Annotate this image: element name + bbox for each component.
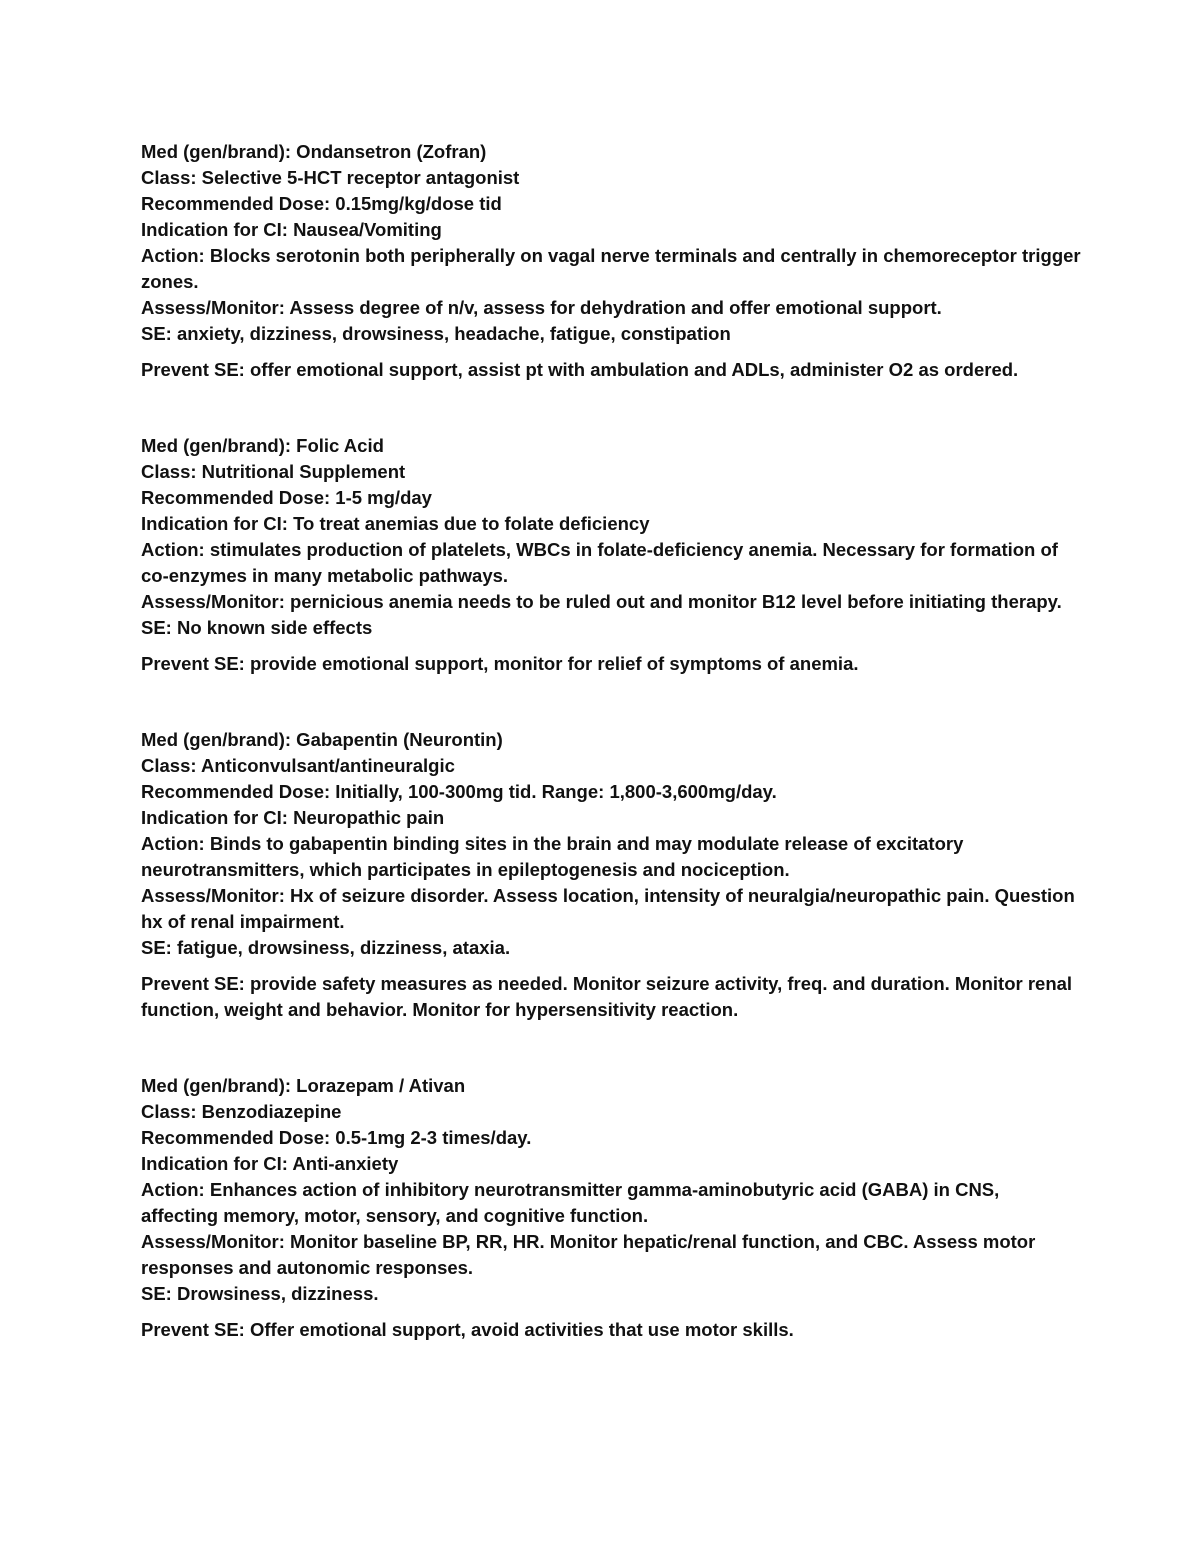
med-name: Med (gen/brand): Folic Acid bbox=[141, 435, 384, 456]
med-indication: Indication for CI: Anti-anxiety bbox=[141, 1153, 399, 1174]
med-indication: Indication for CI: Neuropathic pain bbox=[141, 807, 445, 828]
med-prevent-se: Prevent SE: Offer emotional support, avoid activities that use motor skills. bbox=[141, 1319, 794, 1340]
med-action: Action: Enhances action of inhibitory neurotransmitter gamma-aminobutyric acid (GABA) in CNS, affecting memory, motor, sensory, and cognitive function. bbox=[141, 1179, 1000, 1226]
med-name: Med (gen/brand): Gabapentin (Neurontin) bbox=[141, 729, 503, 750]
med-entry-ondansetron bbox=[141, 139, 1081, 383]
med-dose: Recommended Dose: 1-5 mg/day bbox=[141, 487, 432, 508]
med-action: Action: stimulates production of platelets, WBCs in folate-deficiency anemia. Necessary for formation of co-enzymes in many metabolic pathways. bbox=[141, 539, 1058, 586]
med-assess: Assess/Monitor: Hx of seizure disorder. Assess location, intensity of neuralgia/neuropathic pain. Question hx of renal impairment. bbox=[141, 885, 1075, 932]
med-class: Class: Anticonvulsant/antineuralgic bbox=[141, 755, 455, 776]
med-class: Class: Benzodiazepine bbox=[141, 1101, 342, 1122]
med-indication: Indication for CI: Nausea/Vomiting bbox=[141, 219, 442, 240]
med-class: Class: Nutritional Supplement bbox=[141, 461, 406, 482]
med-assess: Assess/Monitor: pernicious anemia needs to be ruled out and monitor B12 level before initiating therapy. bbox=[141, 591, 1062, 612]
med-name: Med (gen/brand): Lorazepam / Ativan bbox=[141, 1075, 466, 1096]
document-page bbox=[141, 139, 1081, 1393]
med-side-effects: SE: Drowsiness, dizziness. bbox=[141, 1283, 379, 1304]
med-action: Action: Blocks serotonin both peripherally on vagal nerve terminals and centrally in chemoreceptor trigger zones. bbox=[141, 245, 1081, 292]
med-class: Class: Selective 5-HCT receptor antagonist bbox=[141, 167, 520, 188]
med-name: Med (gen/brand): Ondansetron (Zofran) bbox=[141, 141, 487, 162]
med-entry-folic-acid bbox=[141, 433, 1081, 677]
med-prevent-se: Prevent SE: offer emotional support, assist pt with ambulation and ADLs, administer O2 as ordered. bbox=[141, 359, 1019, 380]
med-dose: Recommended Dose: Initially, 100-300mg tid. Range: 1,800-3,600mg/day. bbox=[141, 781, 777, 802]
med-entry-gabapentin bbox=[141, 727, 1081, 1023]
med-side-effects: SE: anxiety, dizziness, drowsiness, headache, fatigue, constipation bbox=[141, 323, 731, 344]
med-side-effects: SE: No known side effects bbox=[141, 617, 373, 638]
med-assess: Assess/Monitor: Monitor baseline BP, RR, HR. Monitor hepatic/renal function, and CBC. Assess motor responses and autonomic responses. bbox=[141, 1231, 1036, 1278]
med-action: Action: Binds to gabapentin binding sites in the brain and may modulate release of excitatory neurotransmitters, which participates in epileptogenesis and nociception. bbox=[141, 833, 964, 880]
med-prevent-se: Prevent SE: provide safety measures as needed. Monitor seizure activity, freq. and duration. Monitor renal function, weight and behavior. Monitor for hypersensitivity reaction. bbox=[141, 973, 1073, 1020]
med-entry-lorazepam bbox=[141, 1073, 1081, 1343]
med-dose: Recommended Dose: 0.5-1mg 2-3 times/day. bbox=[141, 1127, 532, 1148]
med-side-effects: SE: fatigue, drowsiness, dizziness, ataxia. bbox=[141, 937, 511, 958]
med-indication: Indication for CI: To treat anemias due to folate deficiency bbox=[141, 513, 650, 534]
med-prevent-se: Prevent SE: provide emotional support, monitor for relief of symptoms of anemia. bbox=[141, 653, 859, 674]
med-dose: Recommended Dose: 0.15mg/kg/dose tid bbox=[141, 193, 502, 214]
med-assess: Assess/Monitor: Assess degree of n/v, assess for dehydration and offer emotional support. bbox=[141, 297, 942, 318]
